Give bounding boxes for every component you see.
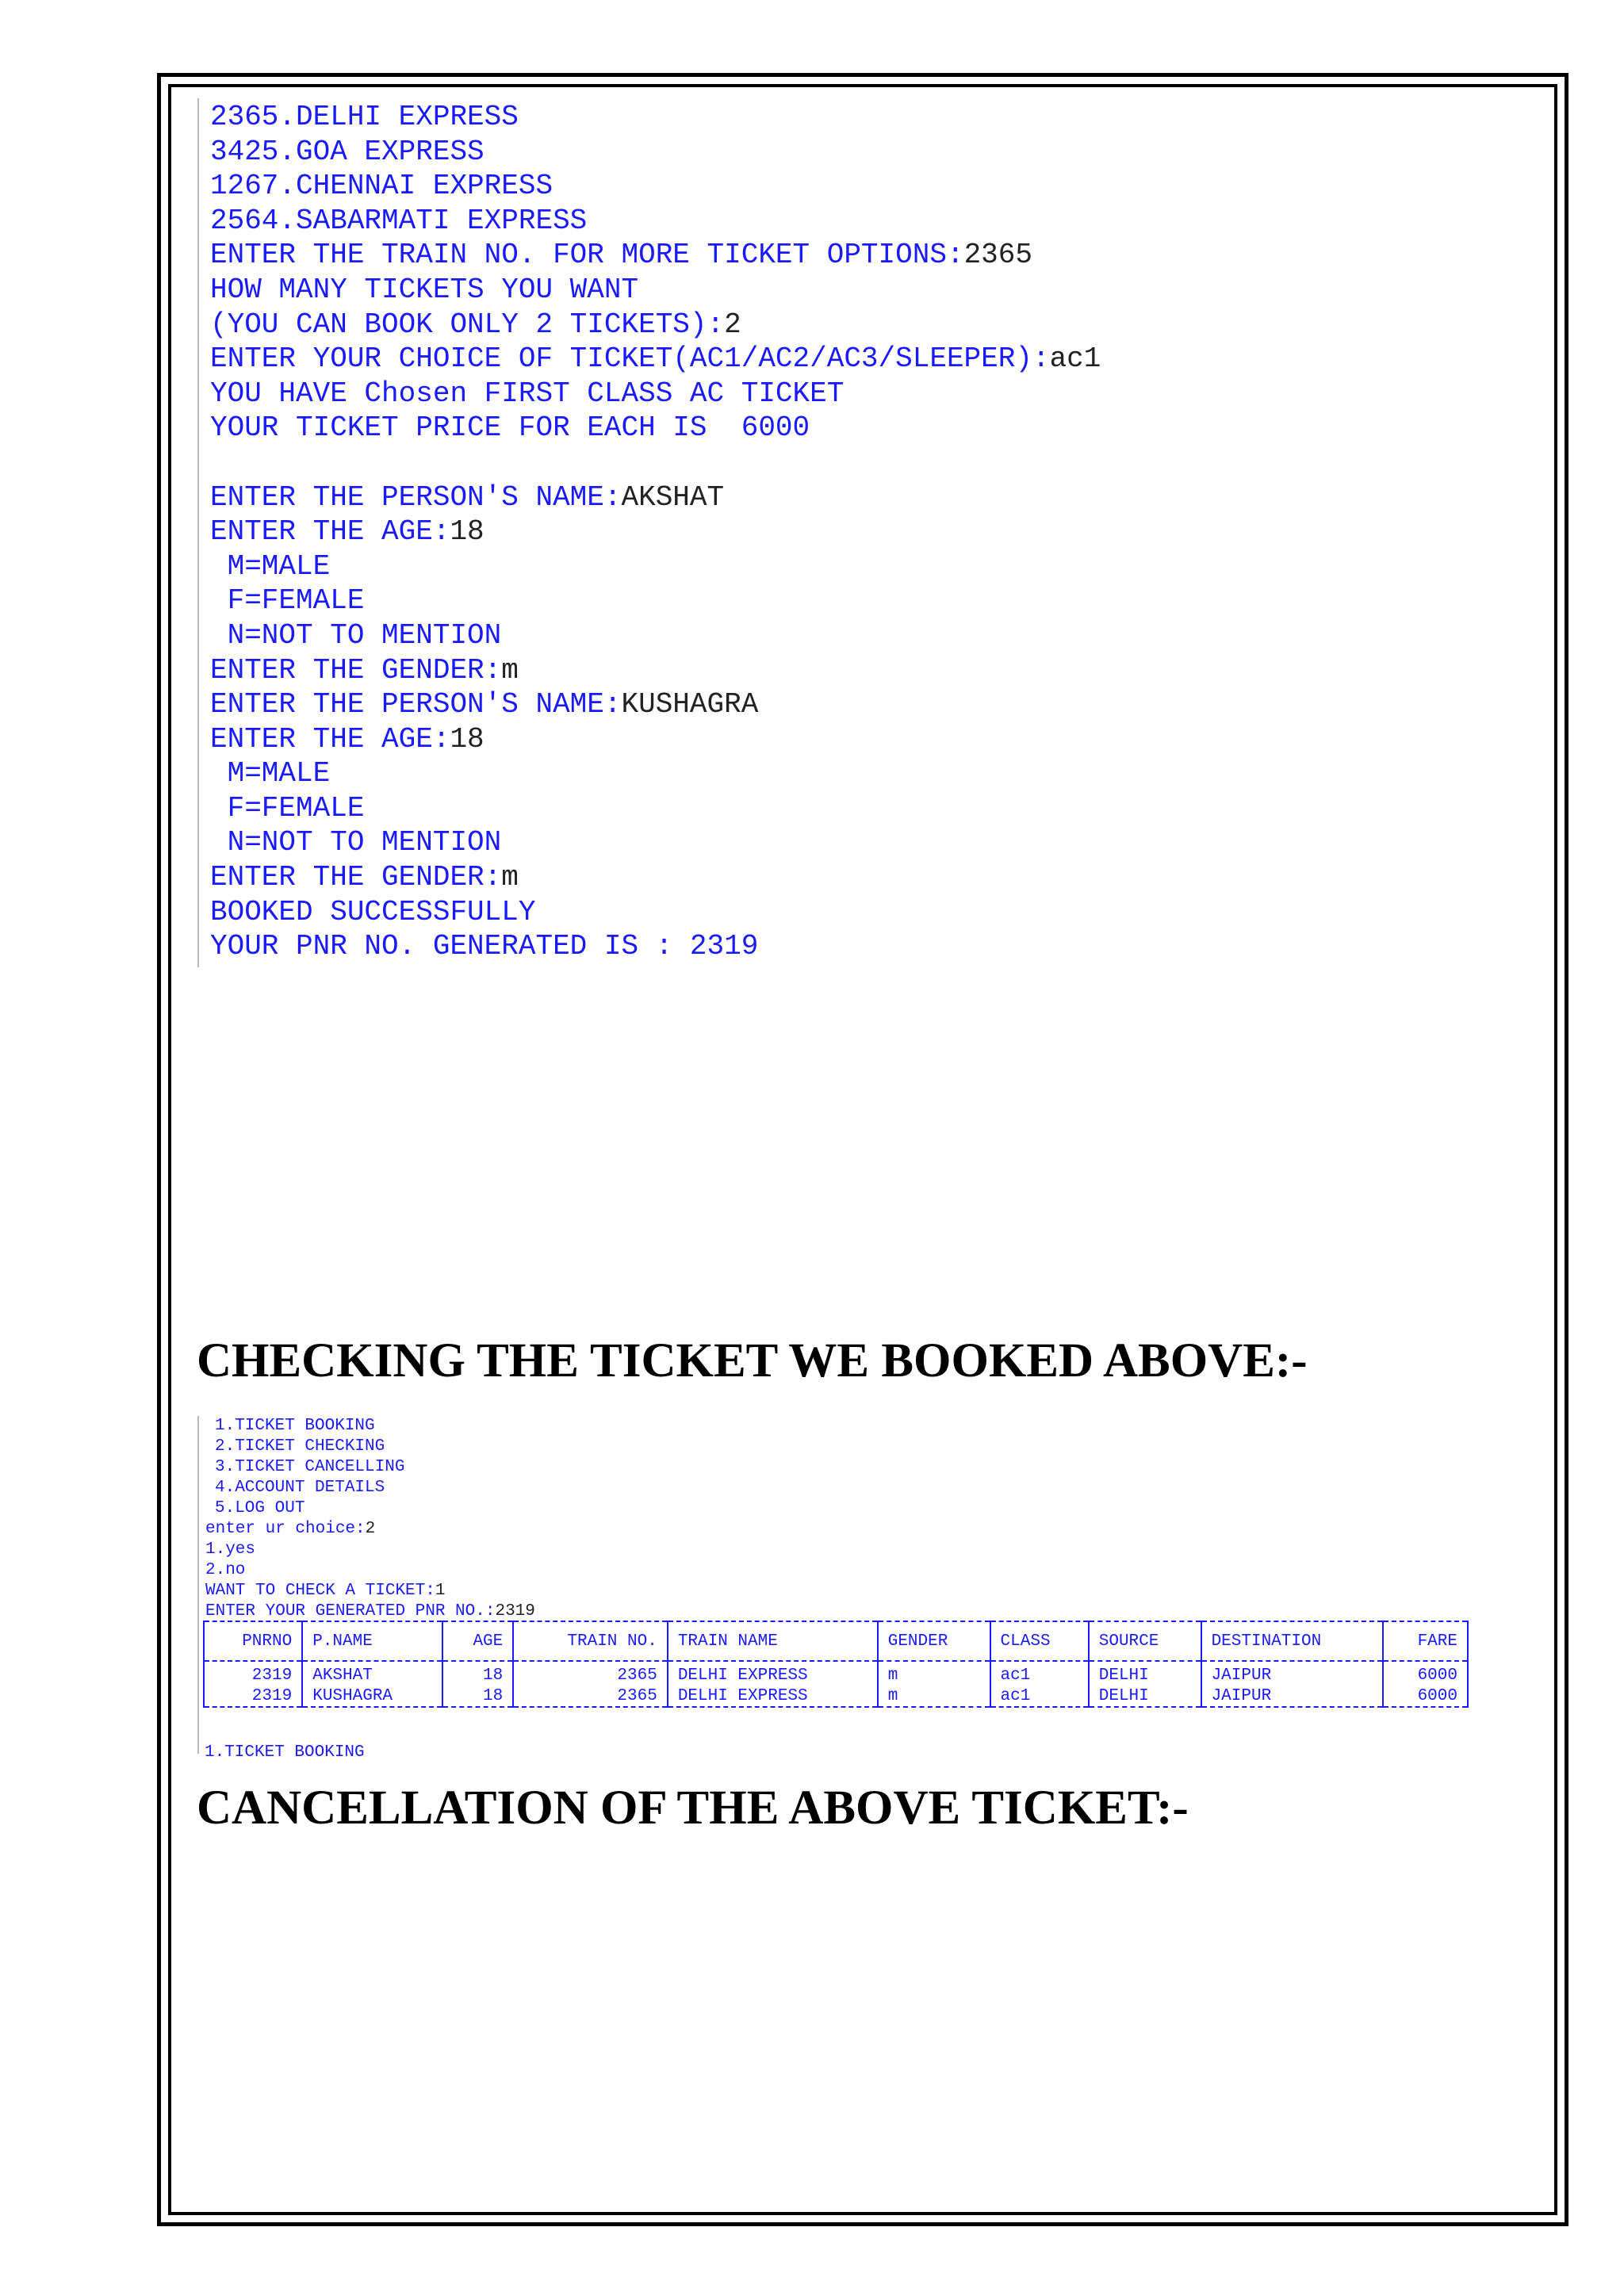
console-user-input: 18 [450,515,485,549]
checking-heading: CHECKING THE TICKET WE BOOKED ABOVE:- [197,1334,1308,1387]
console-prompt: ENTER THE GENDER: [210,653,502,687]
table-cell: JAIPUR [1201,1661,1384,1686]
console-line [210,653,1387,688]
cancellation-heading: CANCELLATION OF THE ABOVE TICKET:- [197,1781,1189,1835]
console-prompt: ENTER THE PERSON'S NAME: [210,688,622,721]
console-prompt: ENTER THE GENDER: [210,861,502,894]
console-line [205,1560,1474,1581]
console-user-input: 2365 [963,239,1032,272]
console-prompt: ENTER THE AGE: [210,722,450,756]
console-line [210,722,1387,757]
table-row [204,1661,1468,1686]
table-cell: 6000 [1383,1686,1468,1707]
console-user-input: AKSHAT [621,480,725,514]
console-line [210,791,1387,826]
table-cell: ac1 [990,1686,1089,1707]
console-prompt: YOUR TICKET PRICE FOR EACH IS 6000 [210,411,810,445]
console-prompt: BOOKED SUCCESSFULLY [210,895,536,928]
table-row [204,1686,1468,1707]
console-prompt: M=MALE [210,549,331,583]
console-prompt: ENTER YOUR CHOICE OF TICKET(AC1/AC2/AC3/SLEEPER): [210,342,1050,376]
console-line [210,238,1387,273]
console-prompt: M=MALE [210,757,331,790]
console-user-input: ac1 [1049,342,1101,376]
console-line [210,860,1387,895]
console-line [210,480,1387,515]
console-prompt: WANT TO CHECK A TICKET: [205,1582,435,1600]
console-prompt: ENTER THE PERSON'S NAME: [210,480,622,514]
console-user-input: m [501,861,519,894]
console-line [210,377,1387,411]
console-line [210,549,1387,584]
console-line [210,100,1387,135]
console-prompt: 2365.DELHI EXPRESS [210,101,519,133]
console-prompt: ENTER YOUR GENERATED PNR NO.: [205,1602,496,1621]
console-prompt: HOW MANY TICKETS YOU WANT [210,273,639,306]
console-user-input: 18 [450,722,485,756]
table-cell: 2365 [513,1661,668,1686]
table-cell: 6000 [1383,1661,1468,1686]
table-cell: 18 [442,1686,513,1707]
menu-option: 2.TICKET CHECKING [215,1437,385,1456]
console-line [210,273,1387,308]
console-line [210,308,1387,342]
console-user-input: 2319 [495,1602,535,1621]
console-prompt: (YOU CAN BOOK ONLY 2 TICKETS): [210,308,725,341]
table-cell: ac1 [990,1661,1089,1686]
console-prompt: F=FEMALE [210,791,365,825]
console-line [210,929,1387,964]
console-prompt: 2564.SABARMATI EXPRESS [210,204,588,237]
console-prompt: YOU HAVE Chosen FIRST CLASS AC TICKET [210,377,845,410]
table-header-cell: CLASS [990,1621,1089,1661]
menu-option: 3.TICKET CANCELLING [215,1458,405,1476]
booking-console-output [197,98,1387,967]
console-prompt: ENTER THE AGE: [210,515,450,549]
table-header-cell: TRAIN NAME [668,1621,878,1661]
console-line [210,515,1387,549]
table-header-cell: DESTINATION [1201,1621,1384,1661]
menu-option: 5.LOG OUT [215,1499,305,1517]
console-line [205,1601,1474,1622]
table-cell: DELHI [1089,1686,1201,1707]
console-line [210,342,1387,377]
console-user-input: 2 [724,308,741,341]
table-cell: KUSHAGRA [302,1686,442,1707]
console-prompt: 1.yes [205,1540,256,1559]
console-prompt: N=NOT TO MENTION [210,618,502,652]
table-header-cell: PNRNO [204,1621,302,1661]
console-prompt: ENTER THE TRAIN NO. FOR MORE TICKET OPTIONS: [210,239,964,272]
console-line [210,204,1387,239]
console-user-input: m [501,653,519,687]
menu-option: 1.TICKET BOOKING [215,1417,375,1435]
table-header-cell: GENDER [878,1621,990,1661]
console-prompt: 3425.GOA EXPRESS [210,135,485,168]
table-cell: DELHI EXPRESS [668,1661,878,1686]
console-prompt: 2.no [205,1561,246,1579]
ticket-table-header-row [204,1621,1468,1661]
menu-option: 4.ACCOUNT DETAILS [215,1479,385,1497]
table-cell: DELHI [1089,1661,1201,1686]
table-header-cell: AGE [442,1621,513,1661]
table-cell: 2365 [513,1686,668,1707]
console-line [210,618,1387,653]
console-line [210,169,1387,204]
console-prompt: F=FEMALE [210,584,365,618]
table-cell: m [878,1661,990,1686]
console-prompt: N=NOT TO MENTION [210,826,502,859]
console-user-input: 1 [435,1582,446,1600]
table-cell: m [878,1686,990,1707]
table-cell: AKSHAT [302,1661,442,1686]
console-prompt: enter ur choice: [205,1520,366,1538]
console-line [210,687,1387,722]
console-line [205,1540,1474,1560]
table-cell: DELHI EXPRESS [668,1686,878,1707]
console-prompt: 1267.CHENNAI EXPRESS [210,170,553,203]
console-line [210,584,1387,618]
table-header-cell: P.NAME [302,1621,442,1661]
console-line [210,446,1387,480]
console-user-input: KUSHAGRA [621,688,759,721]
table-cell: 18 [442,1661,513,1686]
console-line [210,895,1387,930]
console-line [210,135,1387,170]
table-header-cell: SOURCE [1089,1621,1201,1661]
table-cell: 2319 [204,1686,302,1707]
table-cell: JAIPUR [1201,1686,1384,1707]
console-user-input: 2 [365,1520,376,1538]
table-cell: 2319 [204,1661,302,1686]
table-header-cell: FARE [1383,1621,1468,1661]
console-cutoff-line: 1.TICKET BOOKING [205,1743,365,1762]
console-line [210,411,1387,446]
ticket-table [203,1621,1469,1708]
console-line [205,1581,1474,1601]
console-prompt: YOUR PNR NO. GENERATED IS : 2319 [210,930,759,963]
console-line [205,1519,1474,1540]
table-header-cell: TRAIN NO. [513,1621,668,1661]
console-line [210,756,1387,791]
console-line [210,825,1387,860]
